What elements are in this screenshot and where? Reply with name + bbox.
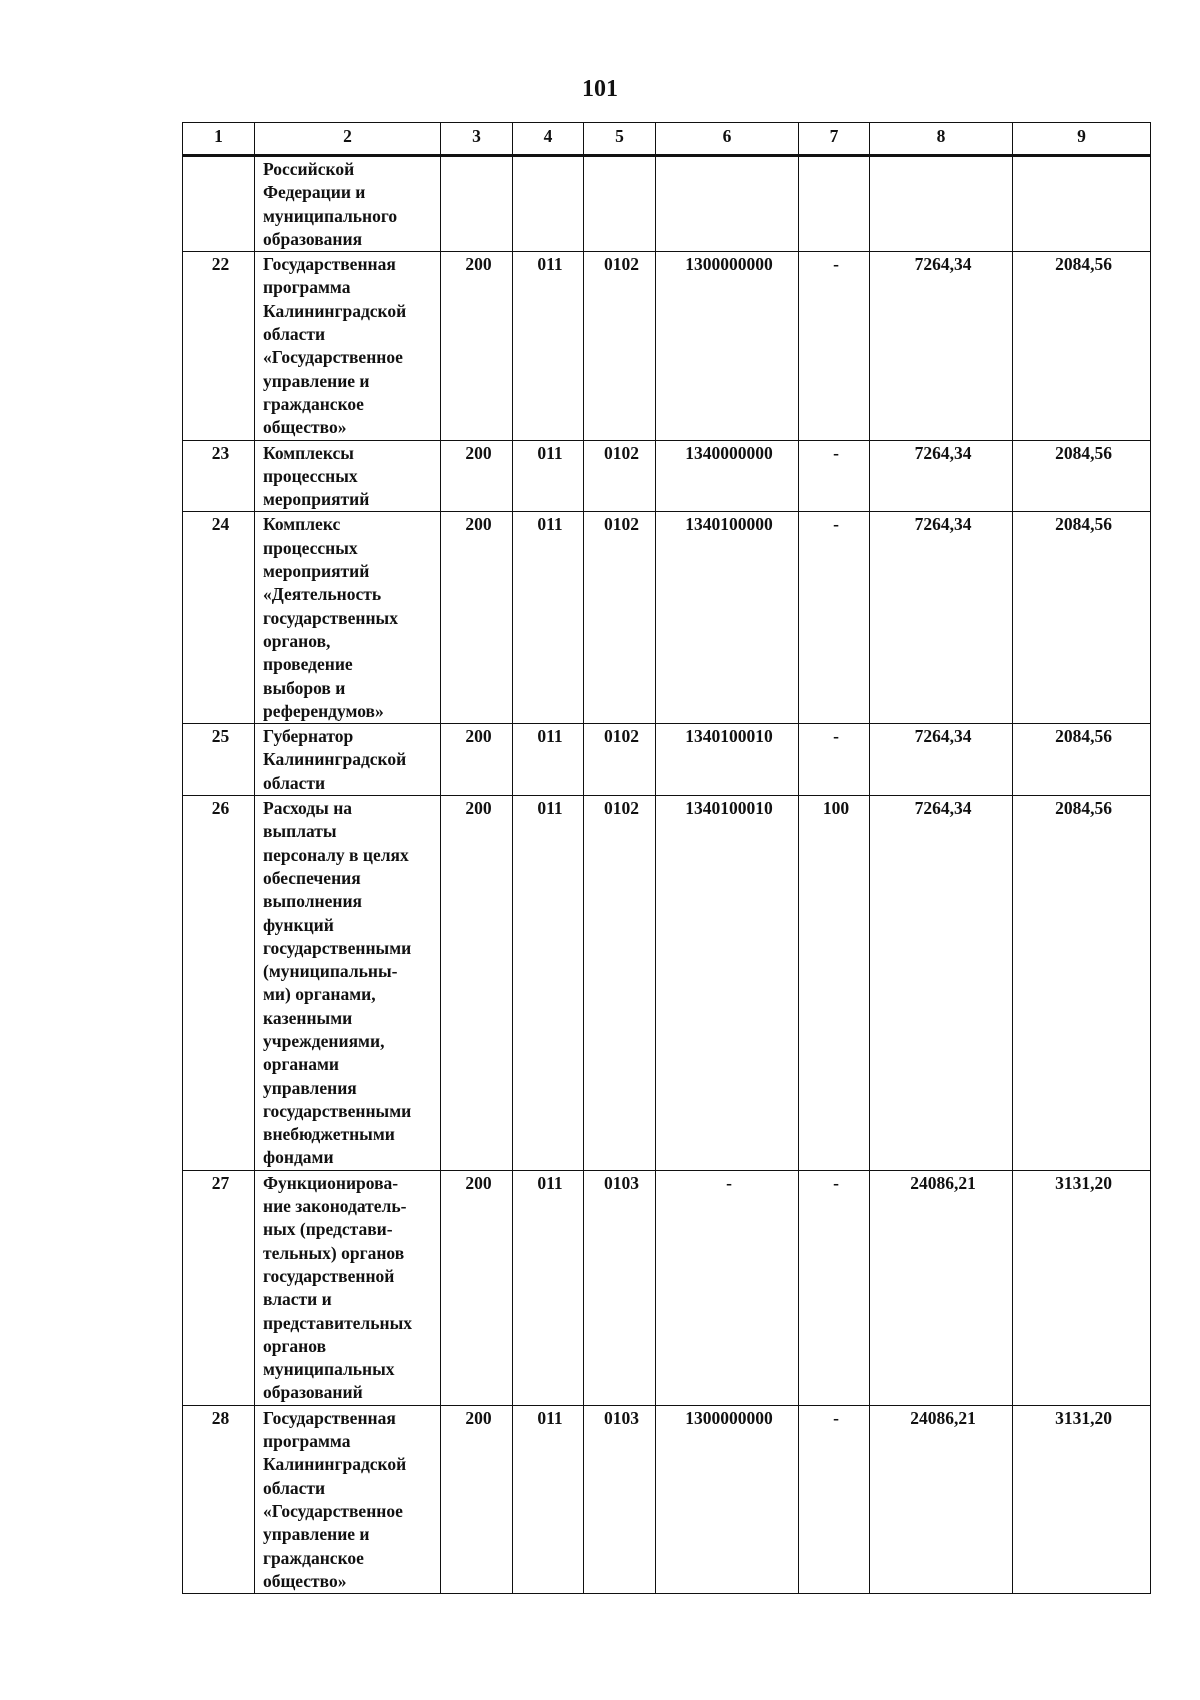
- code-col7-cell: [799, 252, 870, 440]
- sum-col8-cell: [870, 252, 1013, 440]
- code-col3-cell: [441, 1405, 513, 1593]
- code-col5-cell-text: 0103: [604, 1172, 639, 1193]
- sum-col8-cell: [870, 724, 1013, 796]
- column-header-9: 9: [1013, 123, 1151, 156]
- sum-col8-cell: [870, 512, 1013, 724]
- code-col5-cell-text: 0102: [604, 798, 639, 819]
- row-number-cell-text: 25: [211, 726, 230, 747]
- column-header-5: 5: [584, 123, 656, 156]
- sum-col8-cell: [870, 1405, 1013, 1593]
- row-number-cell-text: 23: [211, 442, 230, 463]
- sum-col9-cell: [1013, 252, 1151, 440]
- code-col4-cell: [513, 512, 584, 724]
- row-number-cell-text: 27: [211, 1172, 230, 1193]
- code-col7-cell: [799, 724, 870, 796]
- sum-col9-cell-text: 2084,56: [1055, 726, 1112, 747]
- code-col4-cell: [513, 1405, 584, 1593]
- code-col4-cell: [513, 1170, 584, 1405]
- code-col7-cell-text: -: [833, 1172, 839, 1193]
- row-number-cell: [183, 1170, 255, 1405]
- code-col6-cell-text: 1300000000: [685, 254, 773, 275]
- table-row: [183, 724, 1151, 796]
- sum-col8-cell-text: 7264,34: [914, 798, 972, 819]
- code-col4-cell-text: 011: [537, 1172, 563, 1193]
- code-col4-cell: [513, 156, 584, 252]
- code-col5-cell: [584, 252, 656, 440]
- code-col5-cell-text: 0103: [604, 1407, 639, 1428]
- code-col6-cell-text: 1340100000: [685, 514, 773, 535]
- sum-col9-cell: [1013, 796, 1151, 1171]
- row-name-cell-text: Расходы на выплаты персоналу в целях обеспечения выполнения функций государственными (муниципальны- ми) органами, казенными учреждениями, органами управления государственными внебюджетными фондами: [263, 798, 412, 1168]
- code-col6-cell: [656, 724, 799, 796]
- row-number-cell: [183, 440, 255, 512]
- code-col6-cell: [656, 1170, 799, 1405]
- table-body: [183, 156, 1151, 1594]
- column-header-1: 1: [183, 123, 255, 156]
- sum-col8-cell: [870, 796, 1013, 1171]
- column-header-3: 3: [441, 123, 513, 156]
- row-number-cell: [183, 156, 255, 252]
- code-col7-cell: [799, 1405, 870, 1593]
- code-col6-cell-text: 1340000000: [685, 442, 773, 463]
- code-col3-cell: [441, 512, 513, 724]
- table-row: [183, 440, 1151, 512]
- sum-col9-cell-text: 2084,56: [1055, 442, 1112, 463]
- code-col5-cell-text: 0102: [604, 514, 639, 535]
- column-header-7: 7: [799, 123, 870, 156]
- code-col6-cell-text: 1340100010: [685, 726, 773, 747]
- row-name-cell: [255, 1405, 441, 1593]
- code-col3-cell-text: 200: [465, 442, 492, 463]
- code-col7-cell-text: -: [833, 1407, 839, 1428]
- sum-col9-cell: [1013, 512, 1151, 724]
- row-name-cell: [255, 796, 441, 1171]
- sum-col8-cell-text: 7264,34: [914, 254, 972, 275]
- code-col6-cell-text: 1340100010: [685, 798, 773, 819]
- code-col5-cell-text: 0102: [604, 442, 639, 463]
- row-number-cell: [183, 1405, 255, 1593]
- sum-col8-cell-text: 24086,21: [910, 1407, 976, 1428]
- code-col7-cell-text: -: [833, 442, 839, 463]
- code-col5-cell: [584, 796, 656, 1171]
- code-col3-cell: [441, 156, 513, 252]
- code-col4-cell-text: 011: [537, 726, 563, 747]
- code-col6-cell: [656, 156, 799, 252]
- code-col5-cell-text: 0102: [604, 254, 639, 275]
- table-row: [183, 796, 1151, 1171]
- row-number-cell-text: 22: [211, 254, 230, 275]
- code-col7-cell-text: 100: [822, 798, 850, 819]
- table-row: [183, 1405, 1151, 1593]
- row-number-cell: [183, 796, 255, 1171]
- code-col6-cell: [656, 440, 799, 512]
- sum-col9-cell-text: 3131,20: [1055, 1172, 1112, 1193]
- code-col3-cell-text: 200: [465, 798, 492, 819]
- code-col4-cell-text: 011: [537, 1407, 563, 1428]
- code-col6-cell-text: 1300000000: [685, 1407, 773, 1428]
- code-col4-cell-text: 011: [537, 798, 563, 819]
- code-col5-cell: [584, 512, 656, 724]
- code-col3-cell: [441, 1170, 513, 1405]
- code-col6-cell: [656, 252, 799, 440]
- row-number-cell-text: 24: [211, 514, 230, 535]
- code-col6-cell: [656, 1405, 799, 1593]
- table-row: [183, 1170, 1151, 1405]
- code-col3-cell: [441, 796, 513, 1171]
- row-number-cell: [183, 724, 255, 796]
- code-col5-cell-text: 0102: [604, 726, 639, 747]
- sum-col9-cell: [1013, 724, 1151, 796]
- budget-table: [182, 122, 1151, 1594]
- code-col3-cell: [441, 440, 513, 512]
- code-col7-cell: [799, 440, 870, 512]
- sum-col9-cell: [1013, 440, 1151, 512]
- row-name-cell: [255, 156, 441, 252]
- row-name-cell-text: Государственная программа Калининградской области «Государственное управление и гражданское общество»: [263, 254, 407, 438]
- column-header-2: 2: [255, 123, 441, 156]
- code-col7-cell-text: -: [833, 254, 839, 275]
- sum-col9-cell-text: 2084,56: [1055, 798, 1112, 819]
- row-name-cell: [255, 440, 441, 512]
- row-name-cell-text: Губернатор Калининградской области: [263, 726, 407, 793]
- sum-col8-cell-text: 7264,34: [914, 726, 972, 747]
- code-col6-cell: [656, 512, 799, 724]
- code-col5-cell: [584, 1170, 656, 1405]
- code-col3-cell-text: 200: [465, 254, 492, 275]
- code-col6-cell: [656, 796, 799, 1171]
- sum-col9-cell: [1013, 1405, 1151, 1593]
- sum-col9-cell-text: 2084,56: [1055, 514, 1112, 535]
- sum-col9-cell-text: 2084,56: [1055, 254, 1112, 275]
- sum-col9-cell-text: 3131,20: [1055, 1407, 1112, 1428]
- code-col3-cell-text: 200: [465, 1407, 492, 1428]
- code-col3-cell: [441, 252, 513, 440]
- table-row: [183, 512, 1151, 724]
- row-name-cell-text: Комплексы процессных мероприятий: [263, 442, 370, 510]
- table-row: [183, 156, 1151, 252]
- sum-col8-cell-text: 7264,34: [914, 514, 972, 535]
- sum-col8-cell-text: 24086,21: [910, 1172, 976, 1193]
- code-col3-cell-text: 200: [465, 514, 492, 535]
- row-name-cell-text: Функционирова- ние законодатель- ных (представи- тельных) органов государственной власти и представительных органов муниципальных образований: [263, 1172, 412, 1403]
- row-name-cell-text: Российской Федерации и муниципального образования: [263, 159, 398, 249]
- code-col7-cell-text: -: [833, 726, 839, 747]
- code-col3-cell: [441, 724, 513, 796]
- row-number-cell-text: 26: [211, 798, 230, 819]
- code-col5-cell: [584, 724, 656, 796]
- code-col4-cell: [513, 252, 584, 440]
- sum-col9-cell: [1013, 1170, 1151, 1405]
- code-col7-cell: [799, 796, 870, 1171]
- table-header-row: [183, 123, 1151, 156]
- row-number-cell-text: 28: [211, 1407, 230, 1428]
- code-col3-cell-text: 200: [465, 726, 492, 747]
- code-col5-cell: [584, 440, 656, 512]
- sum-col8-cell: [870, 440, 1013, 512]
- code-col4-cell: [513, 796, 584, 1171]
- row-name-cell: [255, 512, 441, 724]
- code-col7-cell: [799, 156, 870, 252]
- code-col4-cell-text: 011: [537, 514, 563, 535]
- row-name-cell-text: Государственная программа Калининградской области «Государственное управление и гражданское общество»: [263, 1407, 407, 1591]
- code-col3-cell-text: 200: [465, 1172, 492, 1193]
- code-col4-cell-text: 011: [537, 442, 563, 463]
- code-col4-cell: [513, 724, 584, 796]
- row-number-cell: [183, 512, 255, 724]
- code-col7-cell: [799, 1170, 870, 1405]
- column-header-8: 8: [870, 123, 1013, 156]
- column-header-6: 6: [656, 123, 799, 156]
- code-col7-cell-text: -: [833, 514, 839, 535]
- code-col5-cell: [584, 1405, 656, 1593]
- sum-col8-cell: [870, 1170, 1013, 1405]
- sum-col8-cell-text: 7264,34: [914, 442, 972, 463]
- code-col4-cell-text: 011: [537, 254, 563, 275]
- table-row: [183, 252, 1151, 440]
- sum-col8-cell: [870, 156, 1013, 252]
- code-col5-cell: [584, 156, 656, 252]
- code-col7-cell: [799, 512, 870, 724]
- sum-col9-cell: [1013, 156, 1151, 252]
- column-header-4: 4: [513, 123, 584, 156]
- code-col6-cell-text: -: [726, 1172, 732, 1193]
- row-name-cell: [255, 724, 441, 796]
- page-number: 101: [582, 76, 618, 102]
- row-name-cell: [255, 252, 441, 440]
- row-name-cell-text: Комплекс процессных мероприятий «Деятельность государственных органов, проведение выборов и референдумов»: [263, 514, 398, 721]
- code-col4-cell: [513, 440, 584, 512]
- row-number-cell: [183, 252, 255, 440]
- row-name-cell: [255, 1170, 441, 1405]
